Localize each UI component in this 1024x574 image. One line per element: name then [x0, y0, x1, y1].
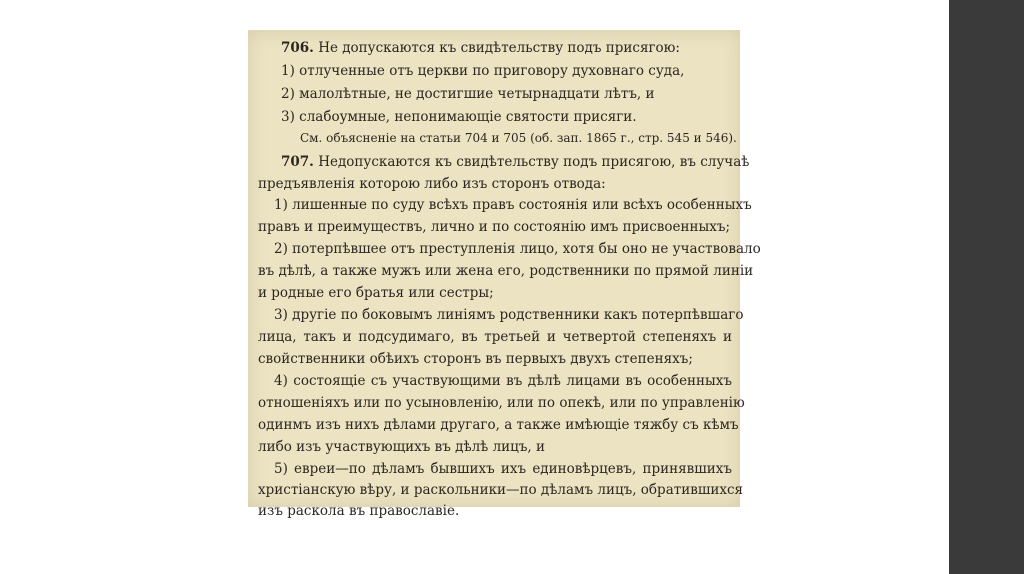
article-707-line-13: одинмъ изъ нихъ дѣлами другаго, а также имѣющіе тяжбу съ кѣмъ	[258, 417, 739, 433]
article-706-item-3: 3) слабоумные, непонимающіе святости присяги.	[281, 109, 637, 125]
document-page	[248, 30, 761, 519]
article-706-item-1: 1) отлученные отъ церкви по приговору духовнаго суда,	[281, 63, 685, 79]
article-706-item-2: 2) малолѣтные, не достигшие четырнадцати лѣтъ, и	[281, 86, 655, 102]
article-707-line-1-text: Недопускаются къ свидѣтельству подъ присягою, въ случаѣ	[318, 154, 750, 170]
article-706-intro: Не допускаются къ свидѣтельству подъ присягою:	[318, 40, 680, 56]
article-707-line-14: либо изъ участвующихъ въ дѣлѣ лицъ, и	[258, 439, 546, 455]
article-707-line-6: въ дѣлѣ, а также мужъ или жена его, родственники по прямой линіи	[258, 263, 754, 279]
article-707-line-8: 3) другіе по боковымъ линіямъ родственники какъ потерпѣвшаго	[274, 307, 744, 323]
article-706-heading	[281, 38, 680, 58]
article-707-line-5: 2) потерпѣвшее отъ преступленія лицо, хотя бы оно не участвовало	[274, 241, 761, 257]
article-707-line-1	[281, 152, 750, 172]
article-707-line-17: изъ раскола въ православіе.	[258, 503, 460, 519]
article-706-note: См. объясненіе на статьи 704 и 705 (об. зап. 1865 г., стр. 545 и 546).	[300, 131, 737, 145]
article-707-line-9: лица, такъ и подсудимаго, въ третьей и четвертой степеняхъ и	[258, 329, 732, 345]
article-707-line-7: и родные его братья или сестры;	[258, 285, 494, 301]
article-707-number: 707.	[281, 154, 314, 170]
article-707-line-4: правъ и преимуществъ, лично и по состоянію имъ присвоенныхъ;	[258, 219, 730, 235]
article-707-line-2: предъявленія которою либо изъ сторонъ отвода:	[258, 176, 606, 192]
article-707-line-12: отношеніяхъ или по усыновленію, или по опекѣ, или по управленію	[258, 395, 745, 411]
article-707-line-10: свойственники обѣихъ сторонъ въ первыхъ двухъ степеняхъ;	[258, 351, 693, 367]
article-707-line-11: 4) состоящіе съ участвующими въ дѣлѣ лицами въ особенныхъ	[274, 373, 732, 389]
article-706-number: 706.	[281, 40, 314, 56]
document-text	[248, 30, 761, 519]
article-707-line-15: 5) евреи—по дѣламъ бывшихъ ихъ единовѣрцевъ, принявшихъ	[274, 461, 732, 477]
right-side-panel	[949, 0, 1024, 574]
article-707-line-3: 1) лишенные по суду всѣхъ правъ состоянія или всѣхъ особенныхъ	[274, 197, 752, 213]
article-707-line-16: христіанскую вѣру, и раскольники—по дѣламъ лицъ, обратившихся	[258, 482, 744, 498]
